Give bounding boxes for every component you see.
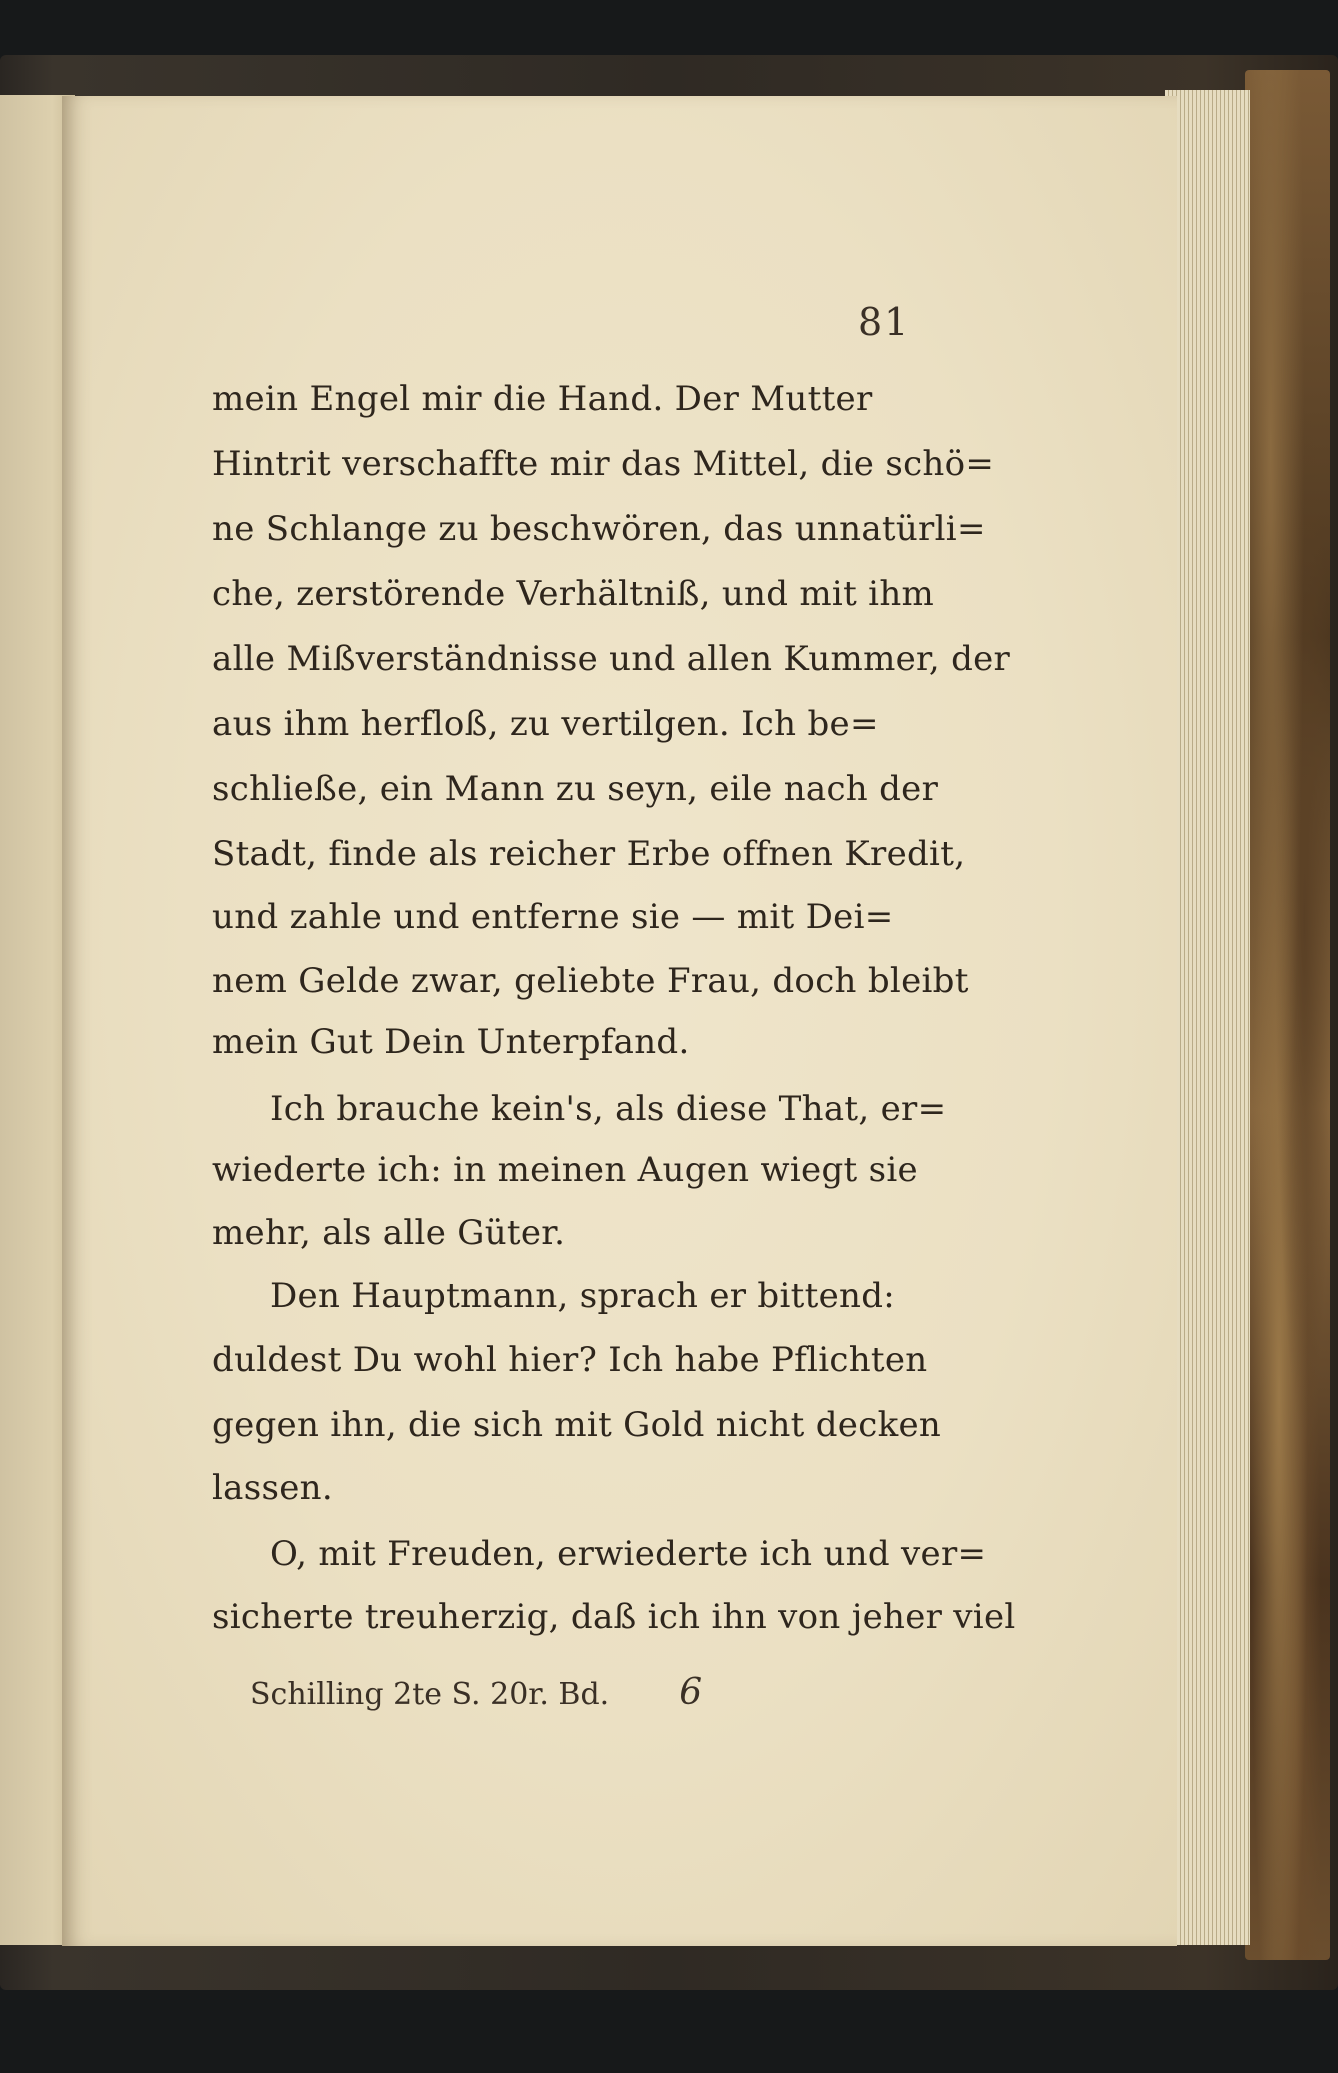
marbled-edge [1245, 70, 1330, 1960]
page-edges [1165, 90, 1250, 1945]
text-line: O, mit Freuden, erwiederte ich und ver= [270, 1534, 987, 1574]
signature-mark: 6 [679, 1672, 703, 1713]
text-line: Stadt, finde als reicher Erbe offnen Kredit, [212, 834, 966, 874]
text-line: sicherte treuherzig, daß ich ihn von jeher viel [212, 1597, 1016, 1637]
text-line: aus ihm herfloß, zu vertilgen. Ich be= [212, 704, 879, 744]
text-line: mehr, als alle Güter. [212, 1213, 566, 1253]
text-line: wiederte ich: in meinen Augen wiegt sie [212, 1150, 918, 1190]
text-line: che, zerstörende Verhältniß, und mit ihm [212, 574, 935, 614]
text-line: und zahle und entferne sie — mit Dei= [212, 897, 894, 937]
text-line: gegen ihn, die sich mit Gold nicht decken [212, 1405, 942, 1445]
text-line: Hintrit verschaffte mir das Mittel, die schö= [212, 444, 995, 484]
footer [250, 1672, 702, 1713]
text-line: alle Mißverständnisse und allen Kummer, der [212, 639, 1011, 679]
text-line: nem Gelde zwar, geliebte Frau, doch bleibt [212, 961, 969, 1001]
book-page [62, 96, 1177, 1946]
text-line: duldest Du wohl hier? Ich habe Pflichten [212, 1340, 928, 1380]
text-line: ne Schlange zu beschwören, das unnatürli= [212, 509, 986, 549]
text-line: Ich brauche kein's, als diese That, er= [270, 1089, 947, 1129]
text-line: mein Engel mir die Hand. Der Mutter [212, 379, 873, 419]
text-line: lassen. [212, 1468, 333, 1508]
text-line: mein Gut Dein Unterpfand. [212, 1022, 690, 1062]
text-line: schließe, ein Mann zu seyn, eile nach der [212, 769, 939, 809]
text-line: Den Hauptmann, sprach er bittend: [270, 1276, 896, 1316]
page-number: 81 [858, 300, 911, 344]
printer-mark: Schilling 2te S. 20r. Bd. [250, 1677, 610, 1712]
